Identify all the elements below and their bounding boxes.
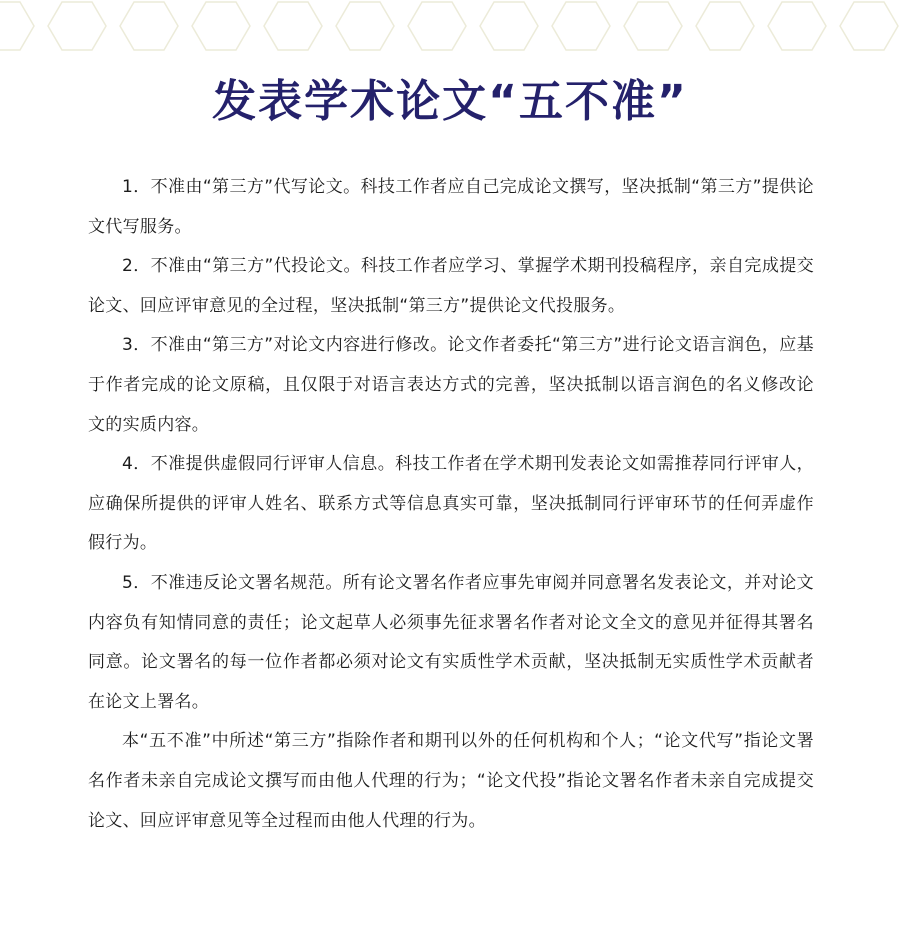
rule-paragraph-3: 3．不准由“第三方”对论文内容进行修改。论文作者委托“第三方”进行论文语言润色，应基于作者完成的论文原稿，且仅限于对语言表达方式的完善，坚决抵制以语言润色的名义修改论文的实质内容。 bbox=[88, 335, 814, 435]
rule-paragraph-5: 5．不准违反论文署名规范。所有论文署名作者应事先审阅并同意署名发表论文，并对论文内容负有知情同意的责任；论文起草人必须事先征求署名作者对论文全文的意见并征得其署名同意。论文署名的每一位作者都必须对论文有实质性学术贡献，坚决抵制无实质性学术贡献者在论文上署名。 bbox=[88, 572, 814, 712]
definitions-paragraph: 本“五不准”中所述“第三方”指除作者和期刊以外的任何机构和个人；“论文代写”指论文署名作者未亲自完成论文撰写而由他人代理的行为；“论文代投”指论文署名作者未亲自完成提交论文、回应评审意见等全过程而由他人代理的行为。 bbox=[88, 731, 814, 831]
rule-paragraph-1: 1．不准由“第三方”代写论文。科技工作者应自己完成论文撰写，坚决抵制“第三方”提供论文代写服务。 bbox=[88, 177, 814, 237]
document-body bbox=[88, 168, 814, 841]
rule-paragraph-4: 4．不准提供虚假同行评审人信息。科技工作者在学术期刊发表论文如需推荐同行评审人，应确保所提供的评审人姓名、联系方式等信息真实可靠，坚决抵制同行评审环节的任何弄虚作假行为。 bbox=[88, 454, 814, 554]
rule-paragraph-2: 2．不准由“第三方”代投论文。科技工作者应学习、掌握学术期刊投稿程序，亲自完成提交论文、回应评审意见的全过程，坚决抵制“第三方”提供论文代投服务。 bbox=[88, 256, 814, 316]
document-title: 发表学术论文“五不准” bbox=[212, 76, 688, 127]
hexagon-pattern-decoration bbox=[0, 0, 900, 64]
